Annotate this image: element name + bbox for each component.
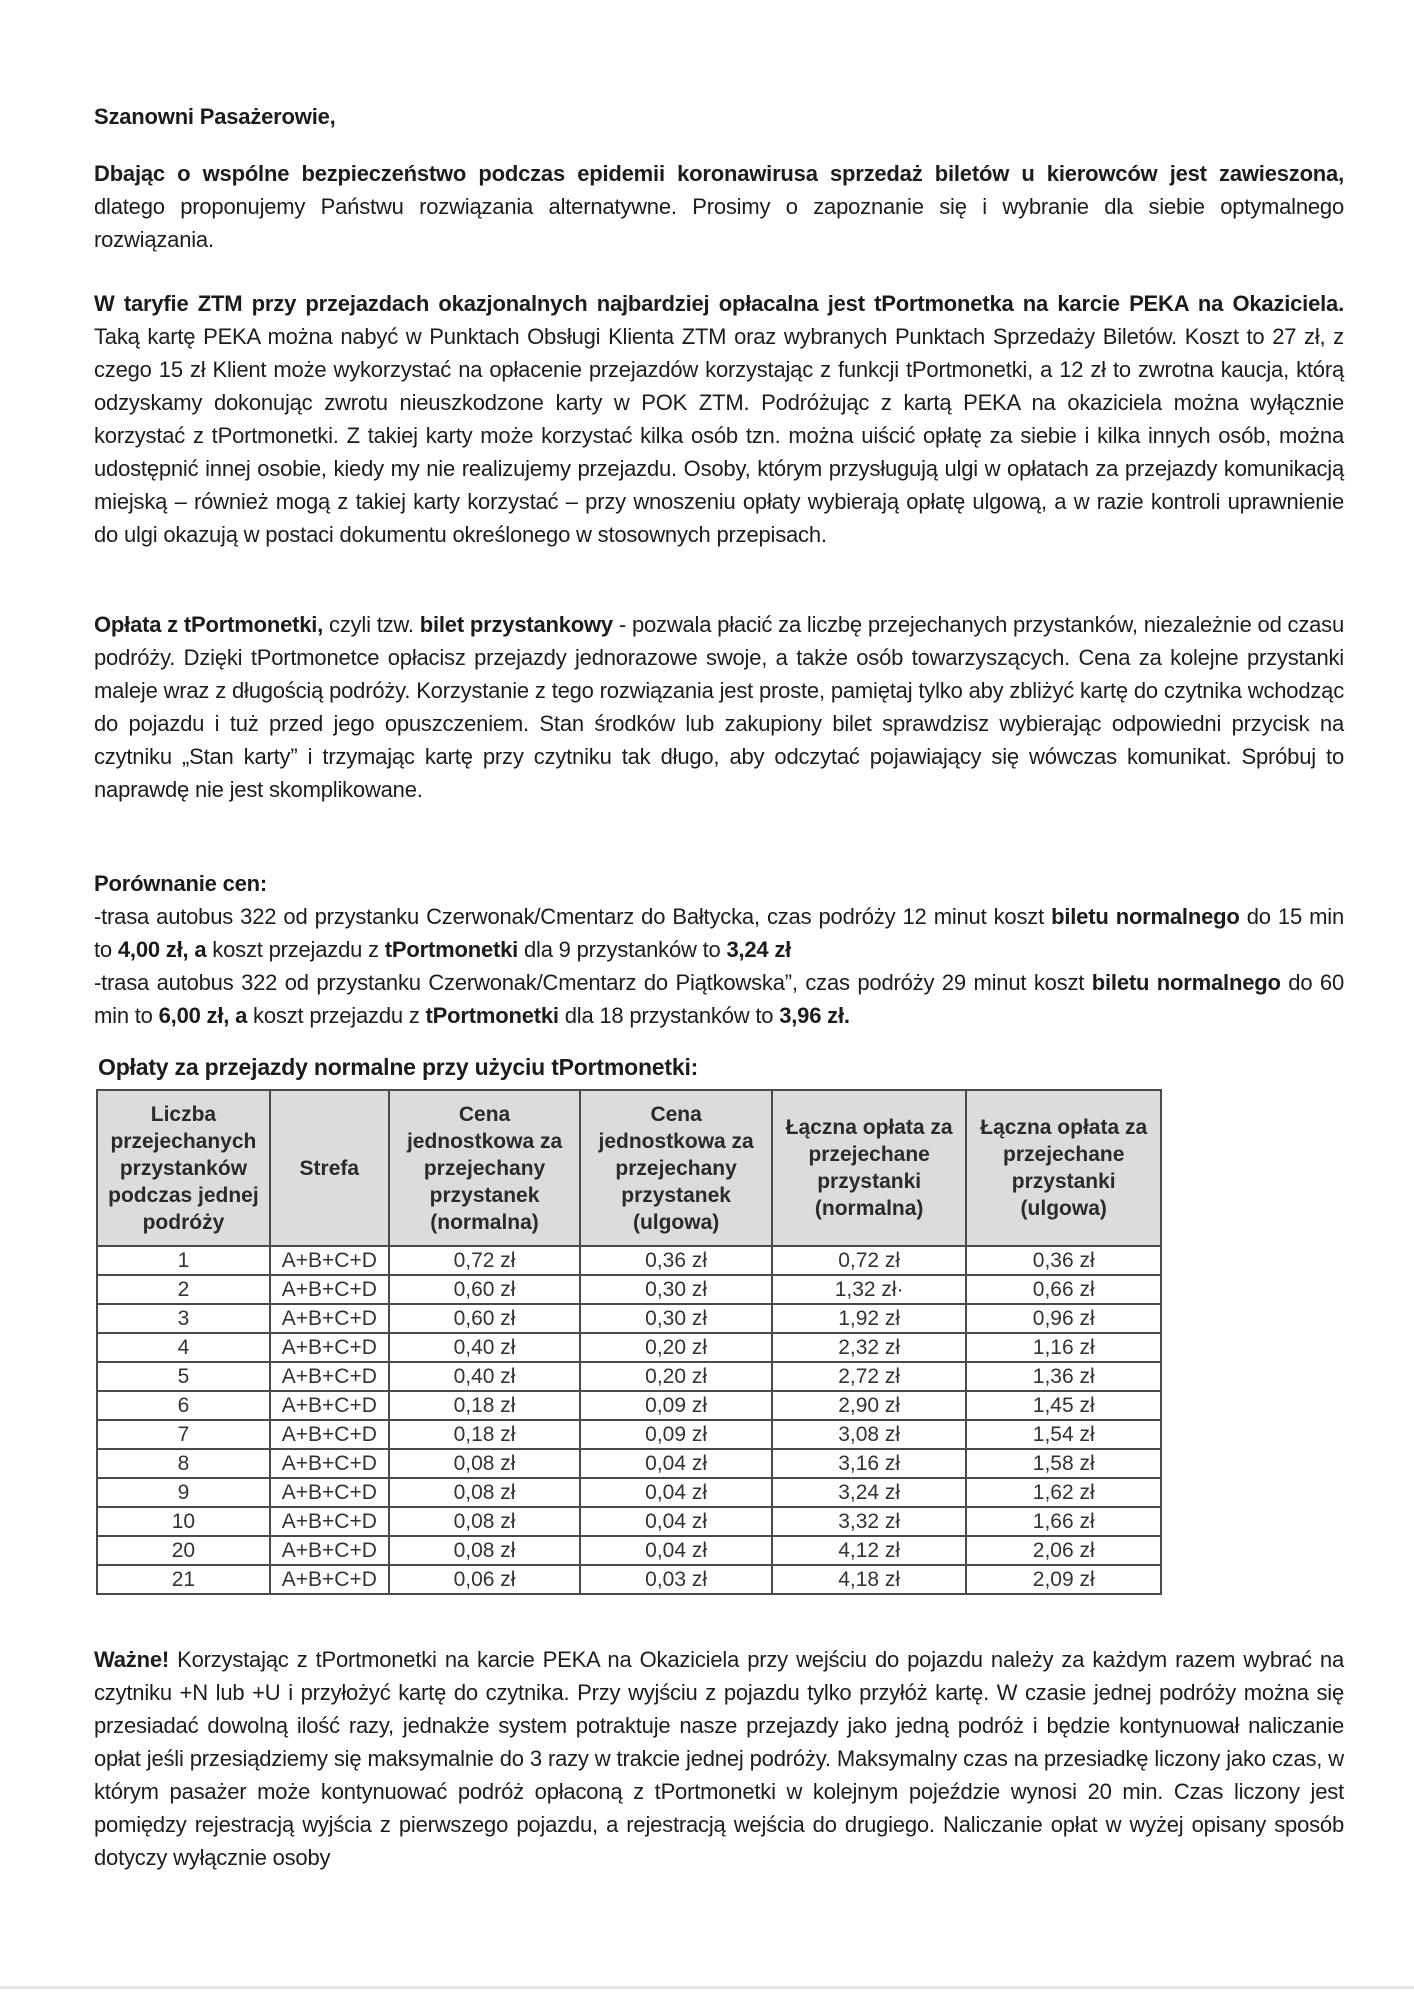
- cell-zone: A+B+C+D: [270, 1246, 389, 1275]
- paragraph-peka-card-bold: W taryfie ZTM przy przejazdach okazjonalnych najbardziej opłacalna jest tPortmonetka na karcie PEKA na Okaziciela.: [94, 291, 1344, 316]
- cell-unit-normal: 0,40 zł: [389, 1362, 581, 1391]
- table-row: [97, 1449, 1161, 1478]
- route-1-bold-f: tPortmonetki: [384, 937, 519, 962]
- paragraph-stop-ticket: [94, 608, 1344, 806]
- cell-zone: A+B+C+D: [270, 1275, 389, 1304]
- header-unit-price-reduced: Cena jednostkowa za przejechany przystanek (ulgowa): [580, 1090, 772, 1246]
- paragraph-price-comparison: [94, 867, 1344, 1032]
- route-1-text-g: dla 9 przystanków to: [518, 937, 727, 962]
- table-row: [97, 1304, 1161, 1333]
- route-2-text-a: -trasa autobus 322 od przystanku Czerwonak/Cmentarz do Piątkowska”, czas podróży 29 minut koszt: [94, 970, 1092, 995]
- cell-unit-reduced: 0,20 zł: [580, 1333, 772, 1362]
- cell-total-reduced: 1,16 zł: [966, 1333, 1161, 1362]
- header-zone: Strefa: [270, 1090, 389, 1246]
- cell-total-reduced: 1,36 zł: [966, 1362, 1161, 1391]
- cell-total-reduced: 0,96 zł: [966, 1304, 1161, 1333]
- cell-total-normal: 3,16 zł: [772, 1449, 967, 1478]
- cell-total-normal: 4,18 zł: [772, 1565, 967, 1594]
- cell-unit-reduced: 0,20 zł: [580, 1362, 772, 1391]
- cell-total-normal: 2,32 zł: [772, 1333, 967, 1362]
- cell-zone: A+B+C+D: [270, 1420, 389, 1449]
- cell-unit-reduced: 0,04 zł: [580, 1449, 772, 1478]
- cell-unit-normal: 0,60 zł: [389, 1304, 581, 1333]
- paragraph-suspension-bold: Dbając o wspólne bezpieczeństwo podczas epidemii koronawirusa sprzedaż biletów u kierowców jest zawieszona,: [94, 161, 1344, 186]
- route-2-text-g: dla 18 przystanków to: [558, 1003, 780, 1028]
- route-1-text-c: do 15 min to: [94, 904, 1344, 962]
- cell-total-normal: 0,72 zł: [772, 1246, 967, 1275]
- cell-stops: 7: [97, 1420, 270, 1449]
- cell-unit-reduced: 0,04 zł: [580, 1536, 772, 1565]
- table-row: [97, 1565, 1161, 1594]
- route-1-text-e: koszt przejazdu z: [206, 937, 385, 962]
- table-row: [97, 1275, 1161, 1304]
- cell-total-normal: 3,08 zł: [772, 1420, 967, 1449]
- cell-zone: A+B+C+D: [270, 1449, 389, 1478]
- paragraph-suspension-text: dlatego proponujemy Państwu rozwiązania alternatywne. Prosimy o zapoznanie się i wybranie dla siebie optymalnego rozwiązania.: [94, 194, 1344, 252]
- cell-total-normal: 3,24 zł: [772, 1478, 967, 1507]
- cell-total-normal: 1,32 zł·: [772, 1275, 967, 1304]
- cell-unit-reduced: 0,36 zł: [580, 1246, 772, 1275]
- cell-stops: 8: [97, 1449, 270, 1478]
- cell-unit-normal: 0,08 zł: [389, 1536, 581, 1565]
- paragraph-stop-ticket-bold-1: Opłata z tPortmonetki,: [94, 612, 324, 637]
- cell-unit-normal: 0,18 zł: [389, 1391, 581, 1420]
- cell-unit-reduced: 0,30 zł: [580, 1275, 772, 1304]
- cell-unit-normal: 0,60 zł: [389, 1275, 581, 1304]
- table-row: [97, 1507, 1161, 1536]
- table-row: [97, 1362, 1161, 1391]
- cell-total-reduced: 1,45 zł: [966, 1391, 1161, 1420]
- paragraph-important-text: Korzystając z tPortmonetki na karcie PEKA na Okaziciela przy wejściu do pojazdu należy za każdym razem wybrać na czytniku +N lub +U i przyłożyć kartę do czytnika. Przy wyjściu z pojazdu tylko przyłóż kartę. W czasie jednej podróży można się przesiadać dowolną ilość razy, jednakże system potraktuje nasze przejazdy jako jedną podróż i będzie kontynuował naliczanie opłat jeśli przesiądziemy się maksymalnie do 3 razy w trakcie jednej podróży. Maksymalny czas na przesiadkę liczony jako czas, w którym pasażer może kontynuować podróż opłaconą z tPortmonetki w kolejnym pojeździe wynosi 20 min. Czas liczony jest pomiędzy rejestracją wyjścia z pierwszego pojazdu, a rejestracją wejścia do drugiego. Naliczanie opłat w wyżej opisany sposób dotyczy wyłącznie osoby: [94, 1647, 1344, 1870]
- cell-zone: A+B+C+D: [270, 1565, 389, 1594]
- cell-unit-reduced: 0,09 zł: [580, 1420, 772, 1449]
- cell-zone: A+B+C+D: [270, 1304, 389, 1333]
- greeting: Szanowni Pasażerowie,: [94, 104, 336, 129]
- cell-zone: A+B+C+D: [270, 1391, 389, 1420]
- paragraph-stop-ticket-mid: czyli tzw.: [323, 612, 420, 637]
- route-2-text-c: do 60 min to: [94, 970, 1344, 1028]
- route-2-text-e: koszt przejazdu z: [247, 1003, 426, 1028]
- cell-unit-normal: 0,08 zł: [389, 1449, 581, 1478]
- cell-zone: A+B+C+D: [270, 1362, 389, 1391]
- table-row: [97, 1478, 1161, 1507]
- cell-total-normal: 1,92 zł: [772, 1304, 967, 1333]
- scan-edge-line: [0, 1986, 1414, 1989]
- table-row: [97, 1536, 1161, 1565]
- table-row: [97, 1391, 1161, 1420]
- paragraph-stop-ticket-bold-2: bilet przystankowy: [419, 612, 613, 637]
- cell-unit-normal: 0,08 zł: [389, 1478, 581, 1507]
- route-1-bold-h: 3,24 zł: [726, 937, 792, 962]
- cell-unit-reduced: 0,04 zł: [580, 1507, 772, 1536]
- route-2-bold-d: 6,00 zł, a: [158, 1003, 248, 1028]
- route-1-bold-b: biletu normalnego: [1051, 904, 1240, 929]
- paragraph-stop-ticket-text: - pozwala płacić za liczbę przejechanych przystanków, niezależnie od czasu podróży. Dzięki tPortmonetce opłacisz przejazdy jednorazowe swoje, a także osób towarzyszących. Cena za kolejne przystanki maleje wraz z długością podróży. Korzystanie z tego rozwiązania jest proste, pamiętaj tylko aby zbliżyć kartę do czytnika wchodząc do pojazdu i tuż przed jego opuszczeniem. Stan środków lub zakupiony bilet sprawdzisz wybierając odpowiedni przycisk na czytniku „Stan karty” i trzymając kartę przy czytniku tak długo, aby odczytać pojawiający się wówczas komunikat. Spróbuj to naprawdę nie jest skomplikowane.: [94, 612, 1344, 802]
- cell-stops: 21: [97, 1565, 270, 1594]
- paragraph-peka-card-text: Taką kartę PEKA można nabyć w Punktach Obsługi Klienta ZTM oraz wybranych Punktach Sprzedaży Biletów. Koszt to 27 zł, z czego 15 zł Klient może wykorzystać na opłacenie przejazdów korzystając z funkcji tPortmonetki, a 12 zł to zwrotna kaucja, którą odzyskamy dokonując zwrotu nieuszkodzone karty w POK ZTM. Podróżując z kartą PEKA na okaziciela można wyłącznie korzystać z tPortmonetki. Z takiej karty może korzystać kilka osób tzn. można uiścić opłatę za siebie i kilka innych osób, można udostępnić innej osobie, kiedy my nie realizujemy przejazdu. Osoby, którym przysługują ulgi w opłatach za przejazdy komunikacją miejską – również mogą z takiej karty korzystać – przy wnoszeniu opłaty wybierają opłatę ulgową, a w razie kontroli uprawnienie do ulgi okazują w postaci dokumentu określonego w stosownych przepisach.: [94, 324, 1344, 547]
- cell-total-reduced: 1,66 zł: [966, 1507, 1161, 1536]
- cell-total-reduced: 2,06 zł: [966, 1536, 1161, 1565]
- cell-unit-normal: 0,06 zł: [389, 1565, 581, 1594]
- important-label: Ważne!: [94, 1647, 169, 1672]
- cell-stops: 9: [97, 1478, 270, 1507]
- cell-zone: A+B+C+D: [270, 1507, 389, 1536]
- cell-zone: A+B+C+D: [270, 1333, 389, 1362]
- cell-unit-normal: 0,40 zł: [389, 1333, 581, 1362]
- cell-unit-reduced: 0,09 zł: [580, 1391, 772, 1420]
- cell-total-reduced: 0,36 zł: [966, 1246, 1161, 1275]
- table-row: [97, 1333, 1161, 1362]
- cell-total-normal: 2,72 zł: [772, 1362, 967, 1391]
- cell-unit-normal: 0,72 zł: [389, 1246, 581, 1275]
- cell-stops: 10: [97, 1507, 270, 1536]
- cell-stops: 5: [97, 1362, 270, 1391]
- cell-unit-normal: 0,08 zł: [389, 1507, 581, 1536]
- header-total-reduced: Łączna opłata za przejechane przystanki (ulgowa): [966, 1090, 1161, 1246]
- table-row: [97, 1420, 1161, 1449]
- cell-total-reduced: 1,62 zł: [966, 1478, 1161, 1507]
- cell-zone: A+B+C+D: [270, 1478, 389, 1507]
- cell-stops: 1: [97, 1246, 270, 1275]
- cell-stops: 4: [97, 1333, 270, 1362]
- paragraph-important: [94, 1643, 1344, 1874]
- comparison-heading: Porównanie cen:: [94, 871, 268, 896]
- cell-total-reduced: 1,58 zł: [966, 1449, 1161, 1478]
- cell-stops: 2: [97, 1275, 270, 1304]
- cell-unit-reduced: 0,03 zł: [580, 1565, 772, 1594]
- header-total-normal: Łączna opłata za przejechane przystanki (normalna): [772, 1090, 967, 1246]
- cell-unit-reduced: 0,04 zł: [580, 1478, 772, 1507]
- cell-total-reduced: 1,54 zł: [966, 1420, 1161, 1449]
- cell-stops: 3: [97, 1304, 270, 1333]
- fare-table-body: [97, 1246, 1161, 1594]
- cell-total-reduced: 0,66 zł: [966, 1275, 1161, 1304]
- fare-table: [96, 1089, 1162, 1595]
- header-stops-count: Liczba przejechanych przystanków podczas jednej podróży: [97, 1090, 270, 1246]
- route-2-bold-b: biletu normalnego: [1091, 970, 1281, 995]
- route-2-bold-f: tPortmonetki: [425, 1003, 559, 1028]
- cell-zone: A+B+C+D: [270, 1536, 389, 1565]
- route-1-bold-d: 4,00 zł, a: [117, 937, 207, 962]
- cell-total-normal: 3,32 zł: [772, 1507, 967, 1536]
- cell-total-normal: 2,90 zł: [772, 1391, 967, 1420]
- cell-total-normal: 4,12 zł: [772, 1536, 967, 1565]
- paragraph-suspension: [94, 157, 1344, 256]
- route-2-bold-h: 3,96 zł.: [779, 1003, 850, 1028]
- cell-unit-normal: 0,18 zł: [389, 1420, 581, 1449]
- fare-table-header-row: [97, 1090, 1161, 1246]
- paragraph-peka-card: [94, 287, 1344, 551]
- cell-unit-reduced: 0,30 zł: [580, 1304, 772, 1333]
- fare-table-title: Opłaty za przejazdy normalne przy użyciu tPortmonetki:: [98, 1054, 699, 1080]
- route-1-text-a: -trasa autobus 322 od przystanku Czerwonak/Cmentarz do Bałtycka, czas podróży 12 minut koszt: [94, 904, 1052, 929]
- header-unit-price-normal: Cena jednostkowa za przejechany przystanek (normalna): [389, 1090, 581, 1246]
- cell-total-reduced: 2,09 zł: [966, 1565, 1161, 1594]
- table-row: [97, 1246, 1161, 1275]
- cell-stops: 6: [97, 1391, 270, 1420]
- cell-stops: 20: [97, 1536, 270, 1565]
